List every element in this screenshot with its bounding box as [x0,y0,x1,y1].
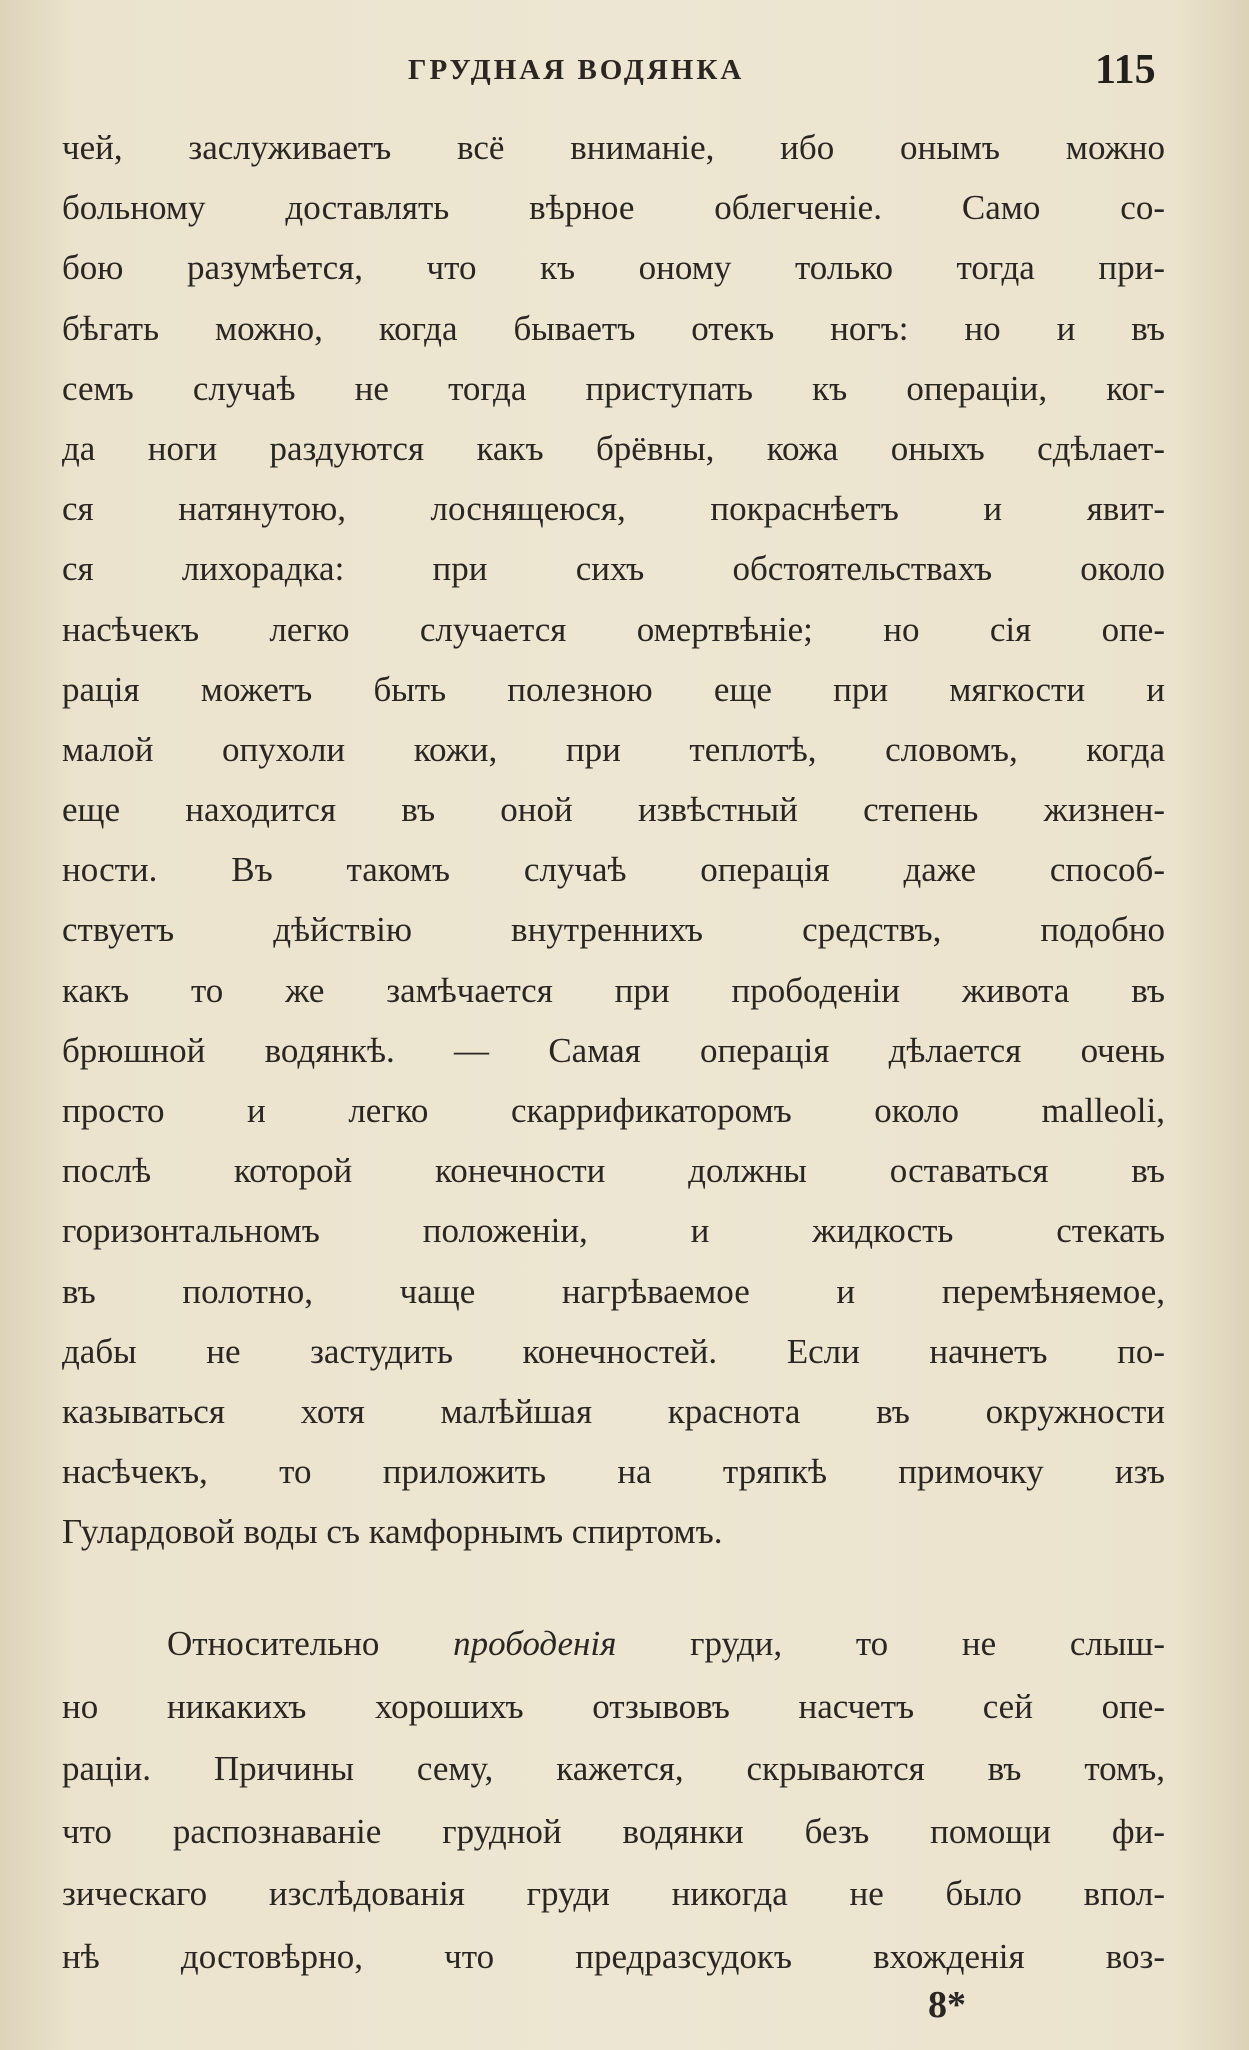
text-line: послѣ которой конечности должны оставаться въ [62,1151,1165,1191]
signature-mark: 8* [928,1984,966,2026]
text-run: груди, то не слыш- [616,1624,1165,1663]
text-line-last: Гулардовой воды съ камфорнымъ спиртомъ. [62,1512,723,1552]
text-line: бою разумѣется, что къ оному только тогда при- [62,248,1165,288]
text-line: чей, заслуживаетъ всё вниманіе, ибо онымъ можно [62,128,1165,167]
text-run: Относительно [167,1624,454,1663]
text-line: да ноги раздуются какъ брёвны, кожа оныхъ сдѣлает- [62,428,1165,468]
text-line: больному доставлять вѣрное облегченіе. Само со- [62,188,1165,228]
text-line: зическаго изслѣдованія груди никогда не было впол- [62,1874,1165,1913]
paragraph-2 [62,1613,1165,1988]
text-line: раціи. Причины сему, кажется, скрываются въ томъ, [62,1749,1165,1788]
text-line: ствуетъ дѣйствію внутреннихъ средствъ, подобно [62,910,1165,950]
running-head-title: ГРУДНАЯ ВОДЯНКА [408,54,745,86]
text-line: просто и легко скаррификаторомъ около malleoli, [62,1091,1165,1130]
text-line: горизонтальномъ положеніи, и жидкость стекать [62,1211,1165,1251]
text-line: семъ случаѣ не тогда приступать къ операціи, ког- [62,368,1165,408]
text-line: что распознаваніе грудной водянки безъ помощи фи- [62,1811,1165,1851]
text-line: казываться хотя малѣйшая краснота въ окружности [62,1391,1165,1431]
text-line-first [62,1613,1165,1676]
text-line: еще находится въ оной извѣстный степень жизнен- [62,790,1165,830]
text-line: но никакихъ хорошихъ отзывовъ насчетъ сей опе- [62,1686,1165,1726]
text-line: бѣгать можно, когда бываетъ отекъ ногъ: но и въ [62,308,1165,348]
text-line: нѣ достовѣрно, что предразсудокъ вхожденія воз- [62,1936,1165,1976]
running-head [0,46,1249,93]
text-line: малой опухоли кожи, при теплотѣ, словомъ, когда [62,729,1165,769]
text-line: дабы не застудить конечностей. Если начнетъ по- [62,1331,1165,1371]
page-number: 115 [1095,47,1156,93]
text-line: въ полотно, чаще нагрѣваемое и перемѣняемое, [62,1271,1165,1311]
text-line: ся натянутою, лоснящеюся, покраснѣетъ и явит- [62,489,1165,529]
italic-term: прободенія [453,1624,617,1663]
text-line: насѣчекъ легко случается омертвѣніе; но сія опе- [62,609,1165,649]
text-line: рація можетъ быть полезною еще при мягкости и [62,669,1165,709]
text-line: какъ то же замѣчается при прободеніи живота въ [62,970,1165,1010]
text-line: ся лихорадка: при сихъ обстоятельствахъ около [62,549,1165,589]
text-line: брюшной водянкѣ. — Самая операція дѣлается очень [62,1030,1165,1070]
paragraph-1 [62,118,1165,1563]
text-line: ности. Въ такомъ случаѣ операція даже способ- [62,850,1165,890]
text-line: насѣчекъ, то приложить на тряпкѣ примочку изъ [62,1452,1165,1492]
